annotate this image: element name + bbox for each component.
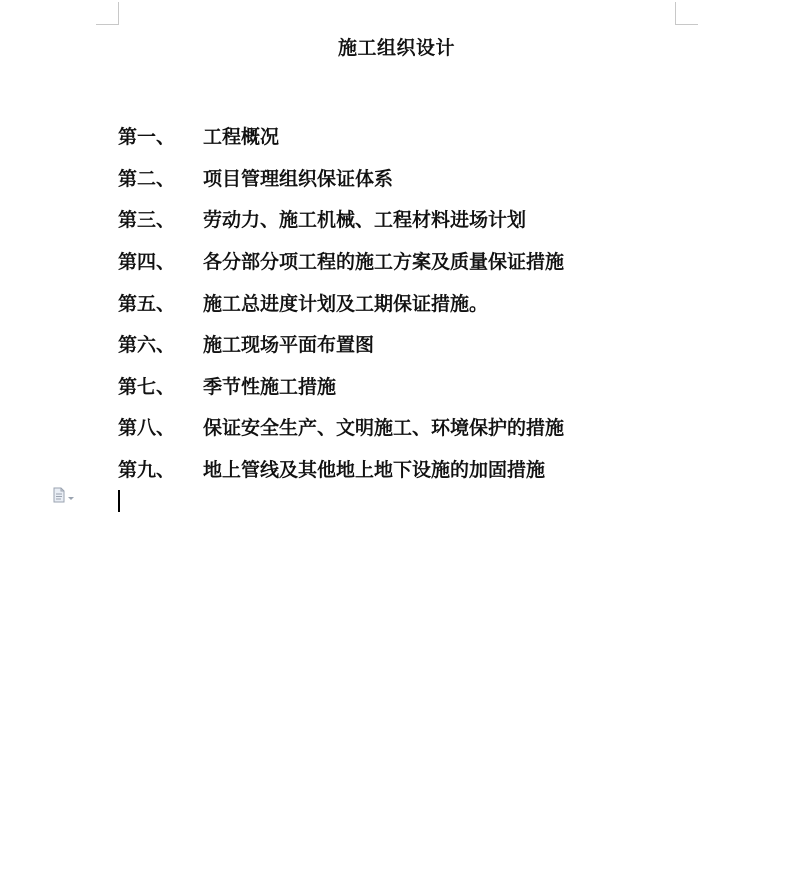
- toc-item-number: 第一、: [118, 126, 176, 149]
- toc-item-number: 第二、: [118, 167, 176, 190]
- toc-item-text: 保证安全生产、文明施工、环境保护的措施: [203, 417, 565, 440]
- paragraph-menu-button[interactable]: [52, 489, 80, 505]
- margin-mark-top-left: [96, 2, 119, 25]
- toc-item-text: 施工现场平面布置图: [203, 334, 375, 357]
- toc-item[interactable]: [118, 323, 564, 365]
- toc-item-text: 工程概况: [203, 126, 280, 149]
- toc-item[interactable]: [118, 406, 564, 448]
- toc-item[interactable]: [118, 198, 564, 240]
- toc-item-text: 地上管线及其他地上地下设施的加固措施: [203, 459, 546, 482]
- toc-item-text: 季节性施工措施: [203, 375, 337, 398]
- document-title: 施工组织设计: [337, 37, 455, 59]
- toc-item[interactable]: [118, 115, 564, 157]
- toc-item[interactable]: [118, 448, 564, 490]
- document-icon: [52, 487, 66, 507]
- toc-item-number: 第三、: [118, 209, 176, 232]
- toc-item[interactable]: [118, 240, 564, 282]
- toc-item-number: 第五、: [118, 292, 176, 315]
- toc-item[interactable]: [118, 157, 564, 199]
- toc-item-text: 项目管理组织保证体系: [203, 167, 394, 190]
- toc-item-number: 第七、: [118, 375, 176, 398]
- toc-item-number: 第六、: [118, 334, 176, 357]
- toc-item-text: 各分部分项工程的施工方案及质量保证措施: [203, 251, 565, 274]
- toc-item-number: 第四、: [118, 251, 176, 274]
- toc-item[interactable]: [118, 365, 564, 407]
- toc-item-text: 劳动力、施工机械、工程材料进场计划: [203, 209, 527, 232]
- toc-item[interactable]: [118, 281, 564, 323]
- toc-item-number: 第九、: [118, 459, 176, 482]
- chevron-down-icon: [68, 497, 74, 500]
- table-of-contents: [118, 115, 564, 489]
- margin-mark-top-right: [675, 2, 698, 25]
- toc-item-text: 施工总进度计划及工期保证措施。: [203, 292, 489, 315]
- text-cursor: [118, 490, 120, 512]
- toc-item-number: 第八、: [118, 417, 176, 440]
